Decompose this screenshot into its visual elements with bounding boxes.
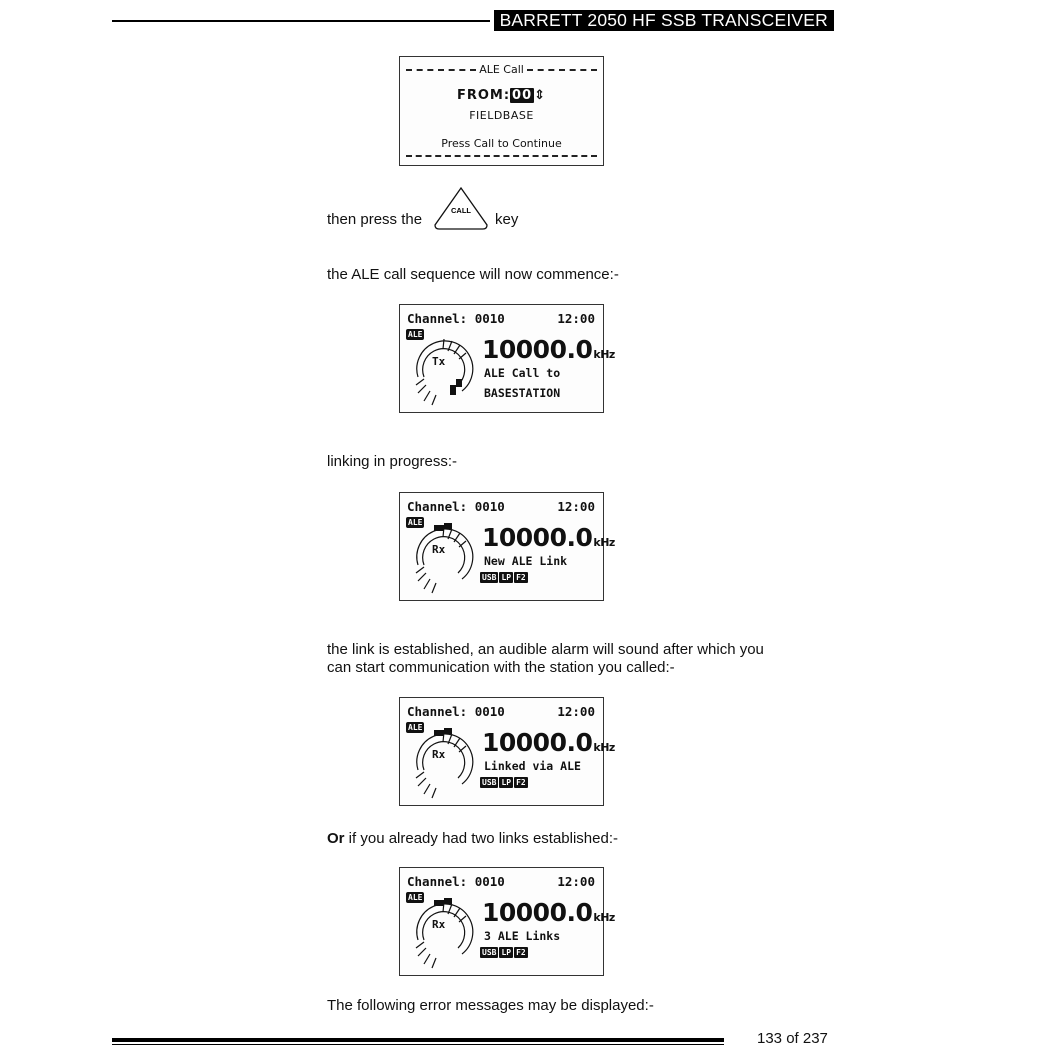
paragraph-errors: The following error messages may be displayed:- xyxy=(327,997,654,1014)
lcd-time: 12:00 xyxy=(557,874,595,889)
lcd-frequency: 10000.0kHz xyxy=(482,523,615,552)
lcd-line2: BASESTATION xyxy=(484,386,561,400)
lcd-line1: New ALE Link xyxy=(484,554,568,568)
lcd-line1: 3 ALE Links xyxy=(484,929,561,943)
lcd-line1: ALE Call to xyxy=(484,366,561,380)
badge-lp: LP xyxy=(501,778,512,787)
lcd-continue-text: Press Call to Continue xyxy=(441,137,562,150)
lcd-mode-badges xyxy=(480,777,528,788)
badge-usb: USB xyxy=(482,948,497,957)
lcd-title-row xyxy=(406,63,597,76)
lcd-mode: Rx xyxy=(432,748,446,761)
instruction-then-press: then press the xyxy=(327,211,423,228)
lcd-mode-badges xyxy=(480,572,528,583)
lcd-channel: Channel: 0010 xyxy=(407,874,505,889)
badge-lp: LP xyxy=(501,948,512,957)
lcd-frequency: 10000.0kHz xyxy=(482,898,615,927)
page-number: 133 of 237 xyxy=(757,1030,828,1047)
badge-usb: USB xyxy=(482,778,497,787)
lcd-channel: Channel: 0010 xyxy=(407,311,505,326)
lcd-mode: Rx xyxy=(432,543,446,556)
lcd-mode: Rx xyxy=(432,918,446,931)
lcd-channel: Channel: 0010 xyxy=(407,704,505,719)
header-rule xyxy=(112,20,490,22)
badge-lp: LP xyxy=(501,573,512,582)
badge-f2: F2 xyxy=(516,573,526,582)
lcd-from-row xyxy=(400,88,603,103)
badge-f2: F2 xyxy=(516,778,526,787)
call-key-label: CALL xyxy=(451,206,471,215)
lcd-frequency: 10000.0kHz xyxy=(482,728,615,757)
lcd-line1: Linked via ALE xyxy=(484,759,581,773)
paragraph-linking: linking in progress:- xyxy=(327,453,458,470)
lcd-mode-badges xyxy=(480,947,528,958)
instruction-key: key xyxy=(495,211,519,228)
badge-usb: USB xyxy=(482,573,497,582)
ale-badge: ALE xyxy=(408,723,423,732)
lcd-linking-screen xyxy=(399,492,615,601)
lcd-time: 12:00 xyxy=(557,704,595,719)
page-header xyxy=(112,10,834,31)
up-down-arrow-icon: ⇕ xyxy=(534,88,547,103)
lcd-from-label: FROM: xyxy=(456,88,511,103)
lcd-channel: Channel: 0010 xyxy=(407,499,505,514)
paragraph-or xyxy=(327,830,618,848)
ale-badge: ALE xyxy=(408,518,423,527)
lcd-title: ALE Call xyxy=(479,63,524,76)
paragraph-established-2: can start communication with the station you called:- xyxy=(327,659,675,676)
header-title: BARRETT 2050 HF SSB TRANSCEIVER xyxy=(494,10,834,31)
lcd-ale-call-screen xyxy=(399,56,604,166)
lcd-frequency: 10000.0kHz xyxy=(482,335,615,364)
paragraph-established-1: the link is established, an audible alarm will sound after which you xyxy=(327,641,764,658)
call-key-icon xyxy=(431,185,491,231)
or-bold: Or xyxy=(327,830,345,847)
lcd-mode: Tx xyxy=(432,355,446,368)
lcd-three-links-screen xyxy=(399,867,615,976)
lcd-time: 12:00 xyxy=(557,311,595,326)
lcd-station-name: FIELDBASE xyxy=(469,109,534,122)
lcd-from-value: 00 xyxy=(512,88,533,103)
paragraph-sequence: the ALE call sequence will now commence:- xyxy=(327,266,619,283)
or-rest: if you already had two links established:- xyxy=(344,830,618,847)
ale-badge: ALE xyxy=(408,893,423,902)
lcd-tx-screen xyxy=(399,304,615,413)
footer-rule-thin xyxy=(112,1044,724,1045)
lcd-time: 12:00 xyxy=(557,499,595,514)
footer-rule xyxy=(112,1038,724,1042)
badge-f2: F2 xyxy=(516,948,526,957)
lcd-linked-screen xyxy=(399,697,615,806)
ale-badge: ALE xyxy=(408,330,423,339)
